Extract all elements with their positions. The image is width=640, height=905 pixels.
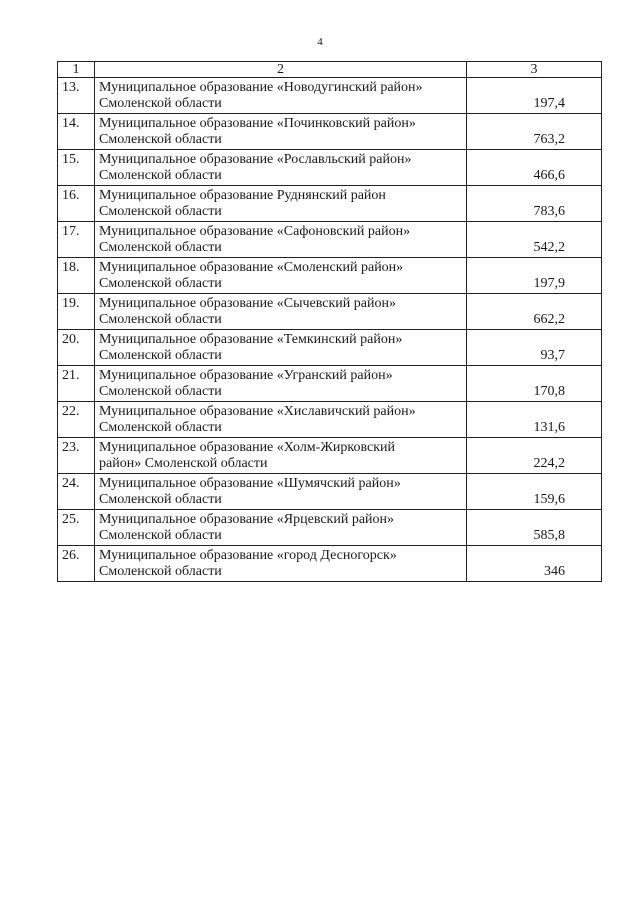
column-header-number: 1 — [58, 62, 95, 78]
municipality-name-line-1: Муниципальное образование «Сычевский район» — [99, 296, 396, 311]
municipality-name-line-1: Муниципальное образование «Холм-Жирковский — [99, 440, 395, 455]
municipality-name — [95, 474, 467, 510]
table-row — [58, 474, 602, 510]
municipality-name — [95, 150, 467, 186]
table-row — [58, 294, 602, 330]
table-row — [58, 114, 602, 150]
row-number: 20. — [58, 330, 95, 366]
municipality-name — [95, 78, 467, 114]
row-number: 19. — [58, 294, 95, 330]
amount-value: 159,6 — [467, 474, 602, 510]
amount-value: 197,4 — [467, 78, 602, 114]
municipality-name-line-1: Муниципальное образование «Ярцевский район» — [99, 512, 395, 527]
amount-value: 197,9 — [467, 258, 602, 294]
municipality-name — [95, 510, 467, 546]
municipality-name-line-1: Муниципальное образование «Хиславичский район» — [99, 404, 416, 419]
amount-value: 346 — [467, 546, 602, 582]
municipality-name-line-1: Муниципальное образование «Угранский район» — [99, 368, 393, 383]
amount-value: 466,6 — [467, 150, 602, 186]
municipality-name — [95, 546, 467, 582]
municipality-name-line-2: Смоленской области — [99, 492, 222, 507]
municipality-name-line-2: Смоленской области — [99, 168, 222, 183]
municipality-name — [95, 402, 467, 438]
amount-value: 585,8 — [467, 510, 602, 546]
municipality-name-line-1: Муниципальное образование «Починковский район» — [99, 116, 416, 131]
municipality-name-line-2: Смоленской области — [99, 96, 222, 111]
municipality-name-line-2: Смоленской области — [99, 312, 222, 327]
column-header-name: 2 — [95, 62, 467, 78]
row-number: 15. — [58, 150, 95, 186]
municipality-name-line-1: Муниципальное образование Руднянский район — [99, 188, 386, 203]
page-number: 4 — [317, 36, 323, 48]
municipality-name — [95, 222, 467, 258]
municipality-name-line-1: Муниципальное образование «Темкинский район» — [99, 332, 403, 347]
table-row — [58, 222, 602, 258]
municipality-name-line-1: Муниципальное образование «город Десногорск» — [99, 548, 397, 563]
allocation-table — [57, 61, 602, 582]
municipality-name-line-2: Смоленской области — [99, 204, 222, 219]
municipality-name-line-2: Смоленской области — [99, 420, 222, 435]
municipality-name-line-1: Муниципальное образование «Рославльский район» — [99, 152, 412, 167]
table-row — [58, 78, 602, 114]
municipality-name-line-2: Смоленской области — [99, 564, 222, 579]
column-header-value: 3 — [467, 62, 602, 78]
table-row — [58, 366, 602, 402]
municipality-name — [95, 294, 467, 330]
amount-value: 542,2 — [467, 222, 602, 258]
municipality-name-line-2: Смоленской области — [99, 240, 222, 255]
municipality-name-line-2: Смоленской области — [99, 384, 222, 399]
municipality-name-line-2: Смоленской области — [99, 276, 222, 291]
municipality-name — [95, 438, 467, 474]
municipality-name-line-2: Смоленской области — [99, 348, 222, 363]
row-number: 25. — [58, 510, 95, 546]
amount-value: 763,2 — [467, 114, 602, 150]
table-row — [58, 402, 602, 438]
municipality-name — [95, 366, 467, 402]
municipality-name — [95, 330, 467, 366]
amount-value: 783,6 — [467, 186, 602, 222]
municipality-name — [95, 186, 467, 222]
row-number: 14. — [58, 114, 95, 150]
municipality-name — [95, 114, 467, 150]
table-row — [58, 258, 602, 294]
municipality-name-line-1: Муниципальное образование «Шумячский район» — [99, 476, 401, 491]
table-body — [58, 62, 602, 582]
table-row — [58, 186, 602, 222]
amount-value: 131,6 — [467, 402, 602, 438]
table-row — [58, 510, 602, 546]
row-number: 24. — [58, 474, 95, 510]
municipality-name-line-1: Муниципальное образование «Новодугинский район» — [99, 80, 423, 95]
row-number: 21. — [58, 366, 95, 402]
municipality-name-line-1: Муниципальное образование «Смоленский район» — [99, 260, 404, 275]
amount-value: 93,7 — [467, 330, 602, 366]
row-number: 17. — [58, 222, 95, 258]
row-number: 23. — [58, 438, 95, 474]
row-number: 22. — [58, 402, 95, 438]
municipality-name-line-2: Смоленской области — [99, 132, 222, 147]
amount-value: 170,8 — [467, 366, 602, 402]
municipality-name — [95, 258, 467, 294]
table-row — [58, 330, 602, 366]
row-number: 13. — [58, 78, 95, 114]
amount-value: 662,2 — [467, 294, 602, 330]
row-number: 26. — [58, 546, 95, 582]
municipality-name-line-2: район» Смоленской области — [99, 456, 268, 471]
row-number: 18. — [58, 258, 95, 294]
table-row — [58, 438, 602, 474]
municipality-name-line-1: Муниципальное образование «Сафоновский район» — [99, 224, 411, 239]
municipality-name-line-2: Смоленской области — [99, 528, 222, 543]
table-header-row — [58, 62, 602, 78]
table-row — [58, 150, 602, 186]
table-row — [58, 546, 602, 582]
amount-value: 224,2 — [467, 438, 602, 474]
row-number: 16. — [58, 186, 95, 222]
